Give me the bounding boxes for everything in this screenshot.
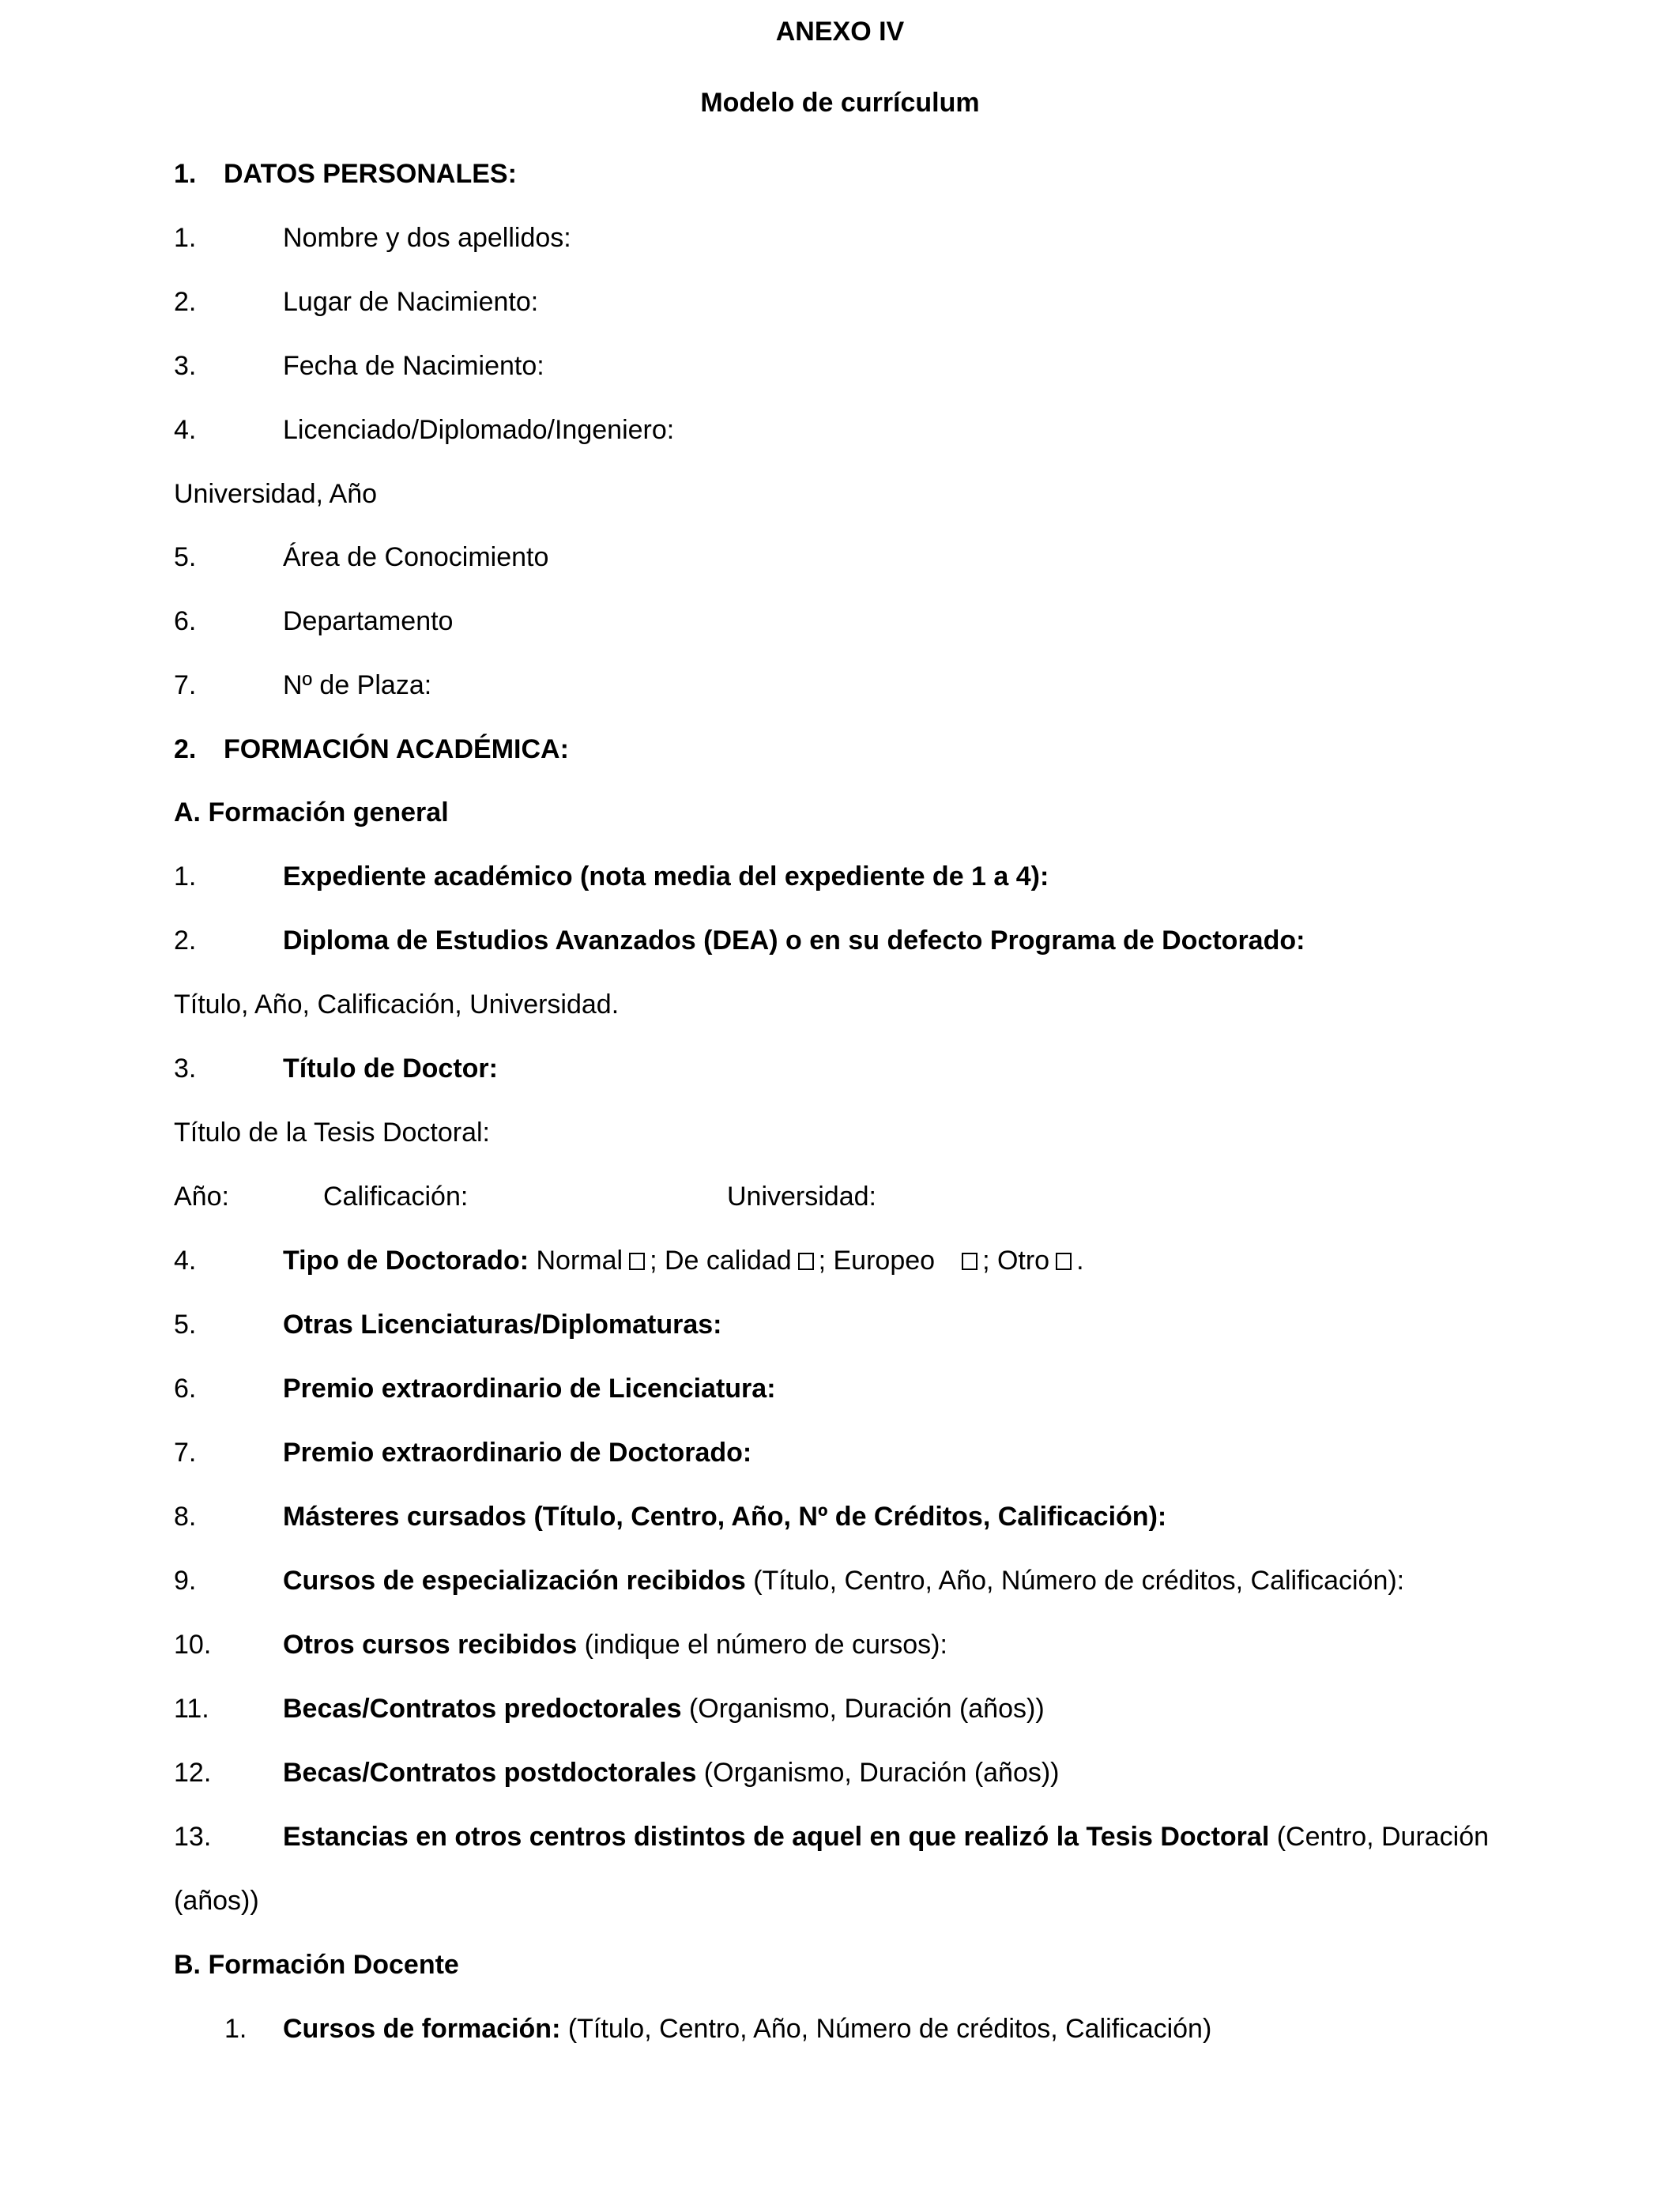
doctorate-type-line (283, 1245, 1084, 1276)
item-number: 3. (174, 1054, 197, 1084)
item-text (283, 1821, 1489, 1853)
item-number: 7. (174, 1438, 197, 1468)
option-europeo-label: ; Europeo (818, 1246, 936, 1276)
list-item (0, 2013, 1680, 2045)
list-item (0, 541, 1680, 573)
subsection-a-heading: A. Formación general (174, 797, 449, 827)
list-item (0, 1693, 1680, 1725)
item-number: 4. (174, 415, 197, 445)
item-number: 5. (174, 542, 197, 572)
item-label: Nº de Plaza: (283, 670, 432, 700)
item-label: Premio extraordinario de Doctorado: (283, 1438, 752, 1468)
item-detail: (Título, Centro, Año, Número de créditos, Calificación): (745, 1566, 1405, 1596)
item-number: 7. (174, 670, 197, 700)
item-number: 1. (174, 861, 197, 892)
item-number: 1. (224, 2014, 247, 2044)
option-calidad-label: ; De calidad (650, 1246, 792, 1276)
item-detail: (Título, Centro, Año, Número de créditos, Calificación) (560, 2014, 1212, 2044)
document-subtitle: Modelo de currículum (700, 88, 980, 118)
item-number: 2. (174, 287, 197, 317)
item-label: Lugar de Nacimiento: (283, 287, 539, 317)
item-number: 13. (174, 1822, 212, 1852)
item-label: Másteres cursados (Título, Centro, Año, Nº de Créditos, Calificación): (283, 1502, 1167, 1532)
item-text (283, 1693, 1045, 1725)
list-item (0, 414, 1680, 446)
list-item (0, 286, 1680, 318)
section-number: 1. (174, 159, 197, 189)
list-item (0, 605, 1680, 637)
item-text (283, 1629, 947, 1661)
item-note: Universidad, Año (174, 479, 378, 509)
item-number: 1. (174, 223, 197, 253)
item-number: 3. (174, 351, 197, 381)
checkbox-calidad[interactable] (798, 1253, 814, 1270)
item-detail: (Organismo, Duración (años)) (696, 1758, 1060, 1788)
option-normal-label: Normal (536, 1246, 623, 1276)
annex-title: ANEXO IV (775, 17, 905, 47)
item-continuation: (años)) (174, 1886, 259, 1916)
list-item (0, 1565, 1680, 1596)
section-1-heading (0, 158, 1680, 190)
item-label: Expediente académico (nota media del expediente de 1 a 4): (283, 861, 1049, 892)
section-title: DATOS PERSONALES: (224, 159, 517, 189)
item-number: 6. (174, 606, 197, 636)
list-item (0, 861, 1680, 892)
list-item (0, 1629, 1680, 1661)
item-detail: (indique el número de cursos): (577, 1630, 947, 1660)
item-text (283, 1757, 1060, 1789)
list-item (0, 222, 1680, 254)
item-number: 12. (174, 1758, 212, 1788)
item-label: Licenciado/Diplomado/Ingeniero: (283, 415, 675, 445)
item-number: 4. (174, 1246, 197, 1276)
item-label: Cursos de formación: (283, 2014, 561, 2044)
thesis-details-row (0, 1181, 1680, 1212)
item-number: 8. (174, 1502, 197, 1532)
list-item (0, 350, 1680, 382)
list-item (0, 669, 1680, 701)
item-label: Otras Licenciaturas/Diplomaturas: (283, 1310, 722, 1340)
list-item (0, 1373, 1680, 1404)
section-2-heading (0, 733, 1680, 765)
item-label: Diploma de Estudios Avanzados (DEA) o en su defecto Programa de Doctorado: (283, 925, 1305, 956)
item-detail: (Centro, Duración (1269, 1822, 1490, 1852)
item-label: Becas/Contratos predoctorales (283, 1694, 682, 1724)
list-item (0, 1309, 1680, 1340)
line-end: . (1076, 1246, 1084, 1276)
item-text (283, 2013, 1211, 2045)
item-label: Becas/Contratos postdoctorales (283, 1758, 697, 1788)
item-number: 6. (174, 1374, 197, 1404)
checkbox-europeo[interactable] (962, 1253, 977, 1270)
item-label: Nombre y dos apellidos: (283, 223, 571, 253)
list-item (0, 1437, 1680, 1468)
year-field-label: Año: (174, 1182, 229, 1212)
checkbox-otro[interactable] (1056, 1253, 1072, 1270)
list-item (0, 1821, 1680, 1853)
item-number: 5. (174, 1310, 197, 1340)
checkbox-normal[interactable] (629, 1253, 645, 1270)
item-label: Fecha de Nacimiento: (283, 351, 544, 381)
university-field-label: Universidad: (727, 1182, 876, 1212)
item-text (283, 1565, 1404, 1596)
item-label: Título de Doctor: (283, 1054, 498, 1084)
item-label: Estancias en otros centros distintos de aquel en que realizó la Tesis Doctoral (283, 1822, 1270, 1852)
item-number: 9. (174, 1566, 197, 1596)
list-item (0, 1501, 1680, 1532)
item-label: Cursos de especialización recibidos (283, 1566, 746, 1596)
section-number: 2. (174, 734, 197, 764)
item-number: 10. (174, 1630, 212, 1660)
list-item (0, 1757, 1680, 1789)
item-label: Premio extraordinario de Licenciatura: (283, 1374, 776, 1404)
thesis-title-field: Título de la Tesis Doctoral: (174, 1118, 490, 1148)
item-number: 11. (174, 1694, 209, 1724)
item-label: Departamento (283, 606, 454, 636)
item-label: Tipo de Doctorado: (283, 1246, 529, 1276)
item-number: 2. (174, 925, 197, 956)
item-label: Otros cursos recibidos (283, 1630, 578, 1660)
section-title: FORMACIÓN ACADÉMICA: (224, 734, 569, 764)
option-otro-label: ; Otro (982, 1246, 1050, 1276)
item-note: Título, Año, Calificación, Universidad. (174, 990, 620, 1020)
grade-field-label: Calificación: (323, 1182, 469, 1212)
item-label: Área de Conocimiento (283, 542, 549, 572)
item-detail: (Organismo, Duración (años)) (681, 1694, 1045, 1724)
list-item (0, 1053, 1680, 1084)
list-item (0, 1245, 1680, 1276)
subsection-b-heading: B. Formación Docente (174, 1950, 459, 1980)
list-item (0, 925, 1680, 956)
